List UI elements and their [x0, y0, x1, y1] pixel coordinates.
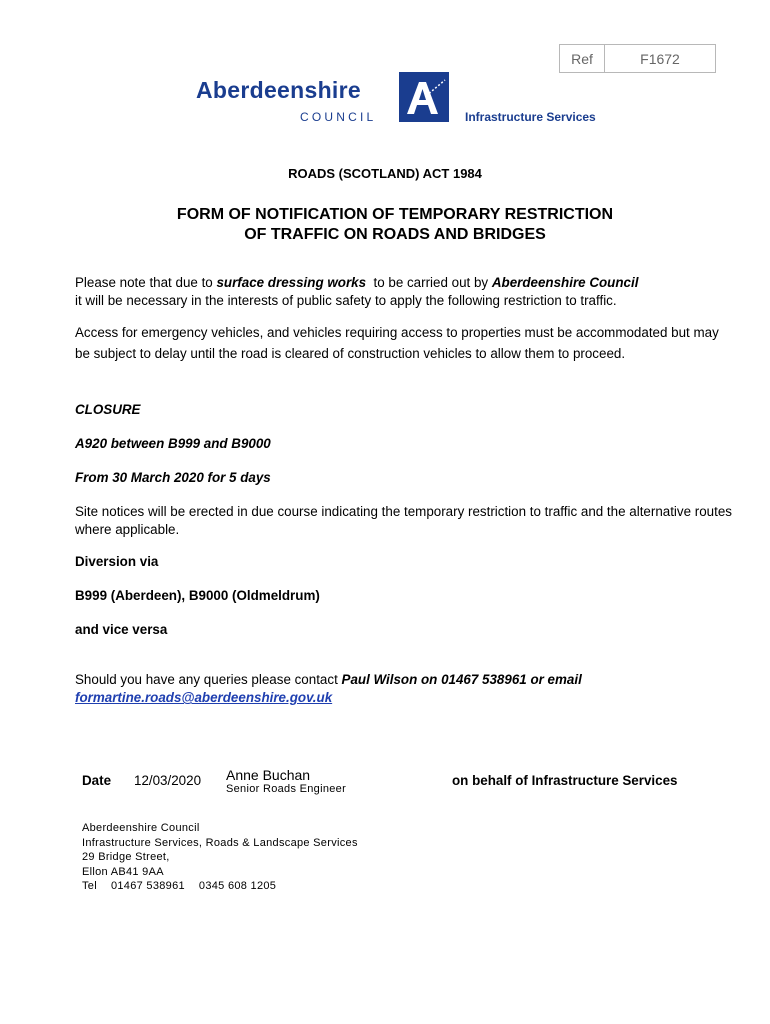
behalf-text: on behalf of Infrastructure Services — [452, 773, 678, 788]
date-label: Date — [82, 773, 112, 788]
council-logo-name: Aberdeenshire — [196, 77, 361, 103]
intro-paragraph — [75, 274, 735, 310]
diversion-route: B999 (Aberdeen), B9000 (Oldmeldrum) — [75, 588, 320, 603]
telephone-line — [82, 879, 358, 894]
works-type: surface dressing works — [216, 275, 367, 290]
act-title: ROADS (SCOTLAND) ACT 1984 — [288, 166, 482, 181]
access-paragraph: Access for emergency vehicles, and vehicles requiring access to properties must be accommodated but may be subject to delay until the road is cleared of construction vehicles to allow them to proceed. — [75, 325, 719, 361]
ref-value: F1672 — [640, 50, 680, 67]
restriction-period: From 30 March 2020 for 5 days — [75, 470, 271, 485]
reference-box — [559, 44, 716, 73]
council-logo-subtitle: COUNCIL — [300, 110, 377, 124]
works-body: Aberdeenshire Council — [491, 275, 639, 290]
restriction-type: CLOSURE — [75, 402, 141, 417]
signatory-name: Anne Buchan — [226, 767, 311, 783]
contact-email-link[interactable]: formartine.roads@aberdeenshire.gov.uk — [75, 690, 333, 705]
address-line-1: Aberdeenshire Council — [82, 822, 200, 834]
road-section: A920 between B999 and B9000 — [75, 436, 271, 451]
contact-details: Paul Wilson on 01467 538961 or email — [341, 672, 582, 687]
address-line-2: Infrastructure Services, Roads & Landscape Services — [82, 836, 358, 849]
intro-text-2: to be carried out by — [366, 275, 492, 290]
contact-paragraph — [75, 671, 735, 707]
contact-prefix: Should you have any queries please contact — [75, 672, 342, 687]
intro-text-3: it will be necessary in the interests of public safety to apply the following restriction to traffic. — [75, 293, 617, 308]
vice-versa: and vice versa — [75, 622, 168, 637]
tel-number-2: 0345 608 1205 — [198, 880, 277, 892]
tel-label: Tel — [82, 880, 97, 892]
tel-number-1: 01467 538961 — [110, 880, 185, 892]
council-logo-icon — [399, 72, 449, 122]
address-line-4: Ellon AB41 9AA — [82, 865, 164, 878]
address-line-3: 29 Bridge Street, — [82, 851, 170, 863]
ref-label: Ref — [560, 45, 605, 72]
department-name: Infrastructure Services — [465, 110, 596, 124]
site-notice-paragraph: Site notices will be erected in due course indicating the temporary restriction to traffic and the alternative routes where applicable. — [75, 504, 732, 537]
form-title — [0, 205, 770, 245]
diversion-label: Diversion via — [75, 554, 159, 569]
date-value: 12/03/2020 — [134, 773, 202, 788]
intro-text-1: Please note that due to — [75, 275, 217, 290]
signatory-role: Senior Roads Engineer — [226, 783, 347, 795]
form-title-line-1: FORM OF NOTIFICATION OF TEMPORARY RESTRICTION — [176, 206, 614, 223]
council-address — [82, 821, 358, 894]
form-title-line-2: OF TRAFFIC ON ROADS AND BRIDGES — [244, 226, 546, 243]
